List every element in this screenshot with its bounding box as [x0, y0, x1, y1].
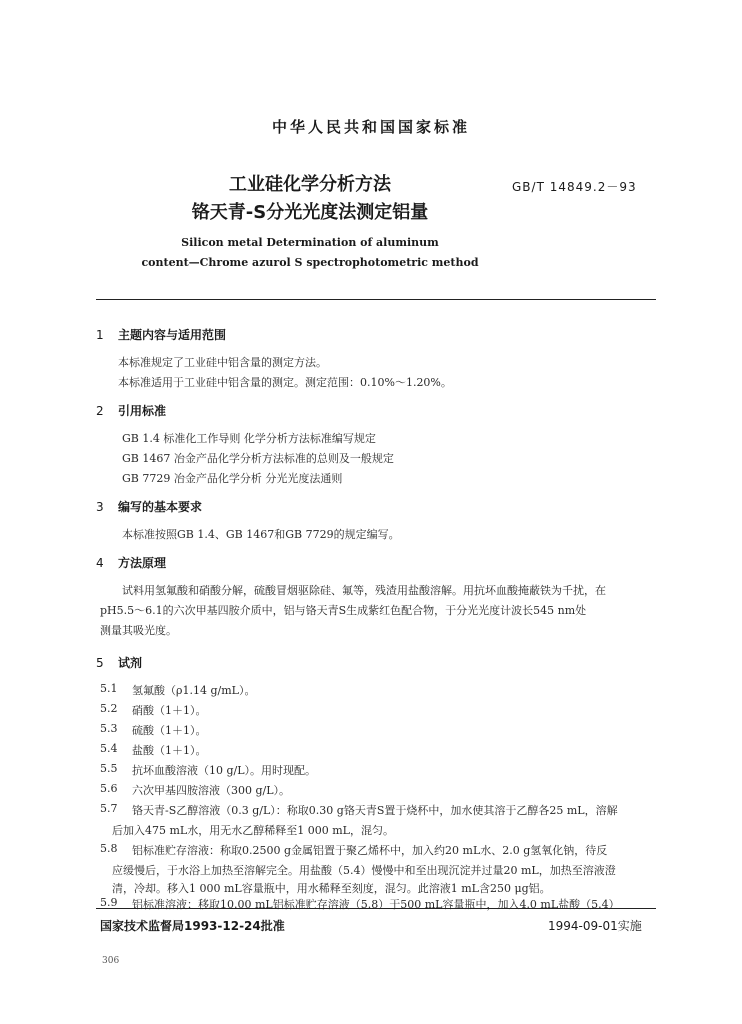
paragraph-line: pH5.5～6.1的六次甲基四胺介质中，铝与铬天青S生成紫红色配合物，于分光光度计波长545 nm处 — [100, 604, 587, 617]
section-5-heading — [96, 654, 142, 671]
reagent-text: 抗坏血酸溶液（10 g/L）。用时现配。 — [132, 764, 317, 777]
section-2-heading — [96, 402, 166, 419]
reagent-number: 5.7 — [100, 802, 118, 815]
reagent-number: 5.8 — [100, 842, 118, 855]
section-title: 方法原理 — [118, 556, 167, 570]
paragraph-line: 本标准按照GB 1.4、GB 1467和GB 7729的规定编写。 — [122, 528, 400, 541]
paragraph-line: 本标准规定了工业硅中铝含量的测定方法。 — [118, 356, 327, 369]
section-number: 3 — [96, 500, 104, 514]
reagent-text: 铝标准溶液：移取10.00 mL铝标准贮存溶液（5.8）于500 mL容量瓶中，加入4.0 mL盐酸（5.4） — [132, 898, 620, 911]
paragraph-line: 本标准适用于工业硅中铝含量的测定。测定范围：0.10%～1.20%。 — [118, 376, 452, 389]
reference-line: GB 7729 冶金产品化学分析 分光光度法通则 — [122, 472, 343, 485]
section-3-heading — [96, 498, 202, 515]
reagent-text: 铬天青-S乙醇溶液（0.3 g/L）：称取0.30 g铬天青S置于烧杯中，加水使其溶于乙醇各25 mL，溶解 — [132, 804, 618, 817]
reagent-text: 六次甲基四胺溶液（300 g/L）。 — [132, 784, 291, 797]
section-title: 主题内容与适用范围 — [118, 328, 227, 342]
title-cn-line2: 铬天青-S分光光度法测定铝量 — [191, 202, 429, 223]
section-number: 2 — [96, 404, 104, 418]
reagent-text: 硫酸（1＋1）。 — [132, 724, 207, 737]
reference-line: GB 1467 冶金产品化学分析方法标准的总则及一般规定 — [122, 452, 394, 465]
reagent-number: 5.4 — [100, 742, 118, 755]
footer-divider — [96, 908, 656, 909]
reagent-continuation: 后加入475 mL水，用无水乙醇稀释至1 000 mL，混匀。 — [112, 824, 394, 837]
reagent-number: 5.2 — [100, 702, 118, 715]
reagent-text: 盐酸（1＋1）。 — [132, 744, 207, 757]
standard-code: GB/T 14849.2－93 — [512, 180, 637, 194]
reagent-text: 氢氟酸（ρ1.14 g/mL）。 — [132, 684, 256, 697]
top-divider — [96, 299, 656, 300]
section-4-heading — [96, 554, 166, 571]
title-en-line2: content—Chrome azurol S spectrophotometric method — [141, 256, 479, 269]
title-cn-line1: 工业硅化学分析方法 — [229, 174, 391, 195]
page-number: 306 — [102, 956, 120, 966]
reagent-text: 硝酸（1＋1）。 — [132, 704, 207, 717]
section-1-heading — [96, 326, 226, 343]
paragraph-line: 试料用氢氟酸和硝酸分解，硫酸冒烟驱除硅、氟等，残渣用盐酸溶解。用抗坏血酸掩蔽铁为千扰，在 — [122, 584, 606, 597]
reagent-number: 5.9 — [100, 896, 118, 909]
effective-date: 1994-09-01实施 — [548, 919, 642, 933]
reagent-continuation: 清，冷却。移入1 000 mL容量瓶中，用水稀释至刻度，混匀。此溶液1 mL含250 μg铝。 — [112, 882, 551, 895]
reagent-number: 5.1 — [100, 682, 118, 695]
section-title: 试剂 — [118, 656, 143, 670]
section-number: 4 — [96, 556, 104, 570]
reagent-number: 5.3 — [100, 722, 118, 735]
reference-line: GB 1.4 标准化工作导则 化学分析方法标准编写规定 — [122, 432, 376, 445]
reagent-continuation: 应缓慢后，于水浴上加热至溶解完全。用盐酸（5.4）慢慢中和至出现沉淀并过量20 mL，加热至溶液澄 — [112, 864, 616, 877]
section-number: 5 — [96, 656, 104, 670]
section-title: 引用标准 — [118, 404, 167, 418]
reagent-text: 铝标准贮存溶液：称取0.2500 g金属铝置于聚乙烯杯中，加入约20 mL水、2.0 g氢氧化钠，待反 — [132, 844, 608, 857]
approval-info: 国家技术监督局1993-12-24批准 — [100, 919, 285, 933]
section-number: 1 — [96, 328, 104, 342]
reagent-number: 5.5 — [100, 762, 118, 775]
title-en-line1: Silicon metal Determination of aluminum — [181, 236, 439, 249]
reagent-number: 5.6 — [100, 782, 118, 795]
paragraph-line: 测量其吸光度。 — [100, 624, 177, 637]
standard-type: 中华人民共和国国家标准 — [271, 118, 470, 136]
section-title: 编写的基本要求 — [118, 500, 203, 514]
